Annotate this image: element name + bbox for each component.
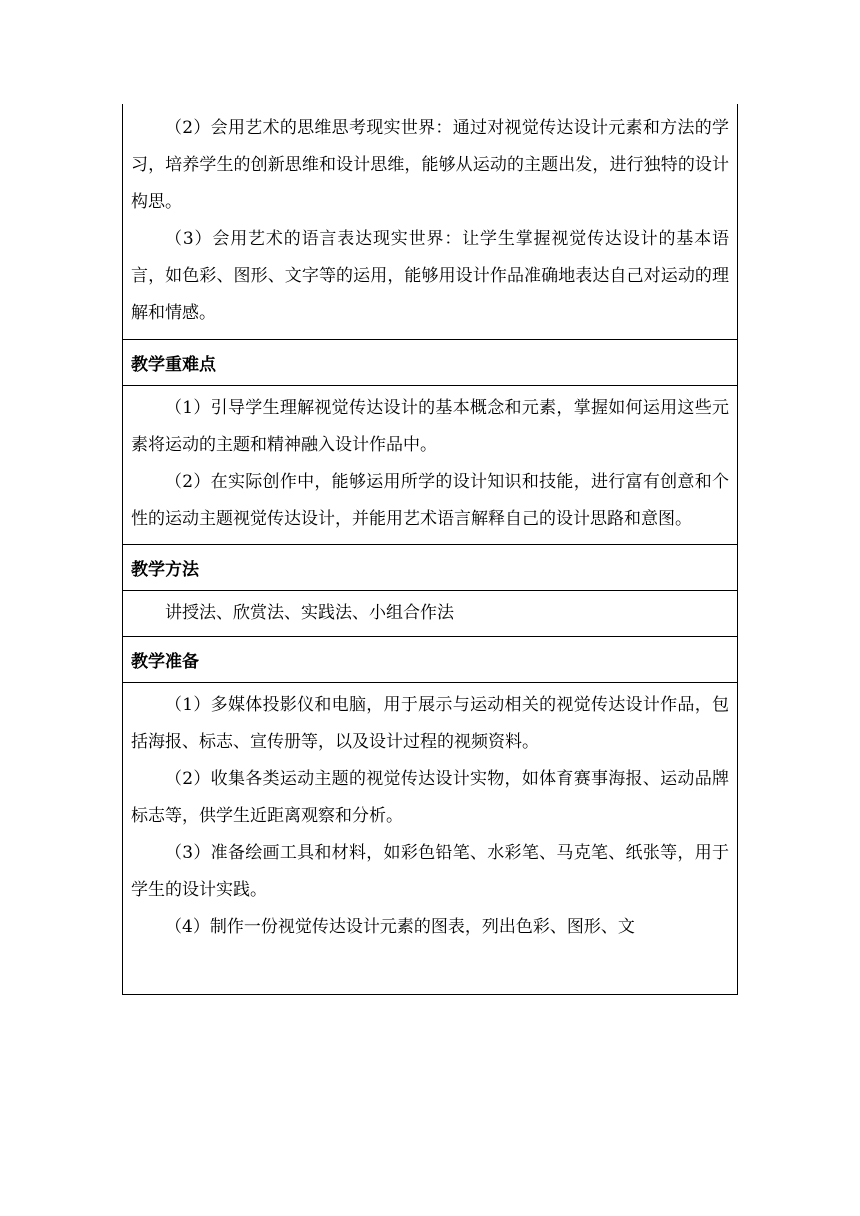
preparation-cell xyxy=(123,682,737,994)
key-points-heading: 教学重难点 xyxy=(131,355,216,375)
key-points-heading-cell xyxy=(123,339,737,385)
methods-heading: 教学方法 xyxy=(131,560,199,580)
key-point-paragraph-1: （1）引导学生理解视觉传达设计的基本概念和元素，掌握如何运用这些元素将运动的主题和精神融入设计作品中。 xyxy=(131,398,729,455)
preparation-paragraph-4: （4）制作一份视觉传达设计元素的图表，列出色彩、图形、文 xyxy=(165,917,635,937)
preparation-paragraph-2: （2）收集各类运动主题的视觉传达设计实物，如体育赛事海报、运动品牌标志等，供学生近距离观察和分析。 xyxy=(131,769,729,826)
methods-heading-cell xyxy=(123,544,737,590)
preparation-paragraph-1: （1）多媒体投影仪和电脑，用于展示与运动相关的视觉传达设计作品，包括海报、标志、宣传册等，以及设计过程的视频资料。 xyxy=(131,695,729,752)
objective-paragraph-2: （2）会用艺术的思维思考现实世界：通过对视觉传达设计元素和方法的学习，培养学生的创新思维和设计思维，能够从运动的主题出发，进行独特的设计构思。 xyxy=(131,118,729,212)
preparation-heading: 教学准备 xyxy=(131,652,199,672)
lesson-plan-table xyxy=(122,104,738,995)
methods-cell xyxy=(123,590,737,636)
preparation-paragraph-3: （3）准备绘画工具和材料，如彩色铅笔、水彩笔、马克笔、纸张等，用于学生的设计实践。 xyxy=(131,843,729,900)
key-points-cell xyxy=(123,385,737,544)
objective-paragraph-3: （3）会用艺术的语言表达现实世界：让学生掌握视觉传达设计的基本语言，如色彩、图形、文字等的运用，能够用设计作品准确地表达自己对运动的理解和情感。 xyxy=(131,229,729,323)
methods-text: 讲授法、欣赏法、实践法、小组合作法 xyxy=(165,603,454,623)
preparation-heading-cell xyxy=(123,636,737,682)
key-point-paragraph-2: （2）在实际创作中，能够运用所学的设计知识和技能，进行富有创意和个性的运动主题视觉传达设计，并能用艺术语言解释自己的设计思路和意图。 xyxy=(131,472,729,529)
objectives-continued-cell xyxy=(123,104,737,339)
